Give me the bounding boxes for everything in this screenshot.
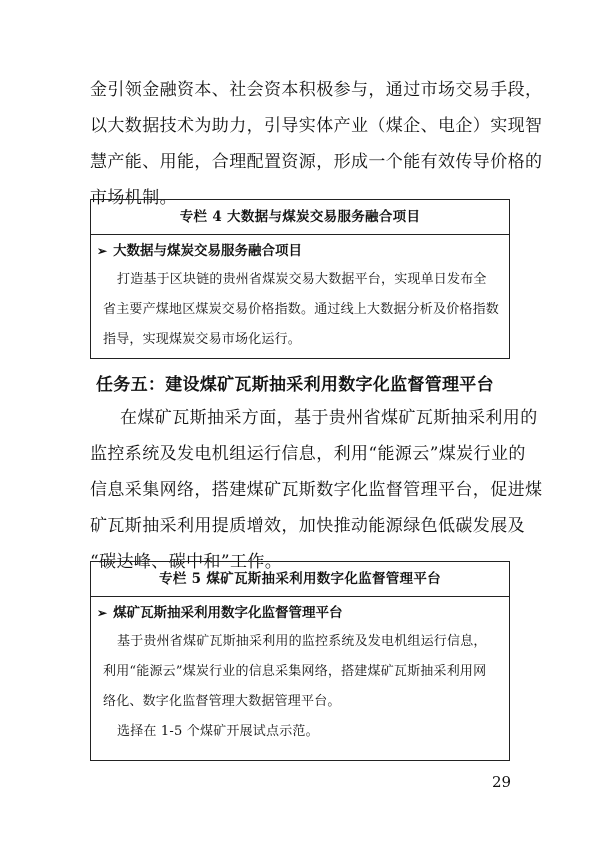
body-line: 打造基于区块链的贵州省煤炭交易大数据平台，实现单日发布全 [117, 272, 487, 287]
column-box-subtitle-text: 煤矿瓦斯抽采利用数字化监督管理平台 [113, 605, 343, 621]
arrow-bullet-icon: ➢ [97, 244, 108, 258]
paragraph-line: 监控系统及发电机组运行信息，利用“能源云”煤炭行业的 [90, 444, 526, 464]
column-box-subtitle-text: 大数据与煤炭交易服务融合项目 [113, 243, 303, 259]
paragraph-line: 矿瓦斯抽采利用提质增效，加快推动能源绿色低碳发展及 [90, 516, 525, 536]
paragraph-line: 信息采集网络，搭建煤矿瓦斯数字化监督管理平台，促进煤 [90, 480, 543, 500]
column-box-body [91, 627, 509, 747]
column-box-body [91, 265, 509, 355]
page-number: 29 [492, 773, 512, 791]
paragraph-intro [90, 72, 543, 216]
section-heading: 任务五：建设煤矿瓦斯抽采利用数字化监督管理平台 [96, 375, 494, 395]
body-line: 利用“能源云”煤炭行业的信息采集网络，搭建煤矿瓦斯抽采利用网 [103, 664, 487, 679]
column-box-title: 专栏 4 大数据与煤炭交易服务融合项目 [91, 200, 509, 235]
paragraph-line: 市场机制。 [90, 188, 177, 208]
paragraph-line: “碳达峰、碳中和”工作。 [90, 552, 283, 572]
paragraph-line: 慧产能、用能，合理配置资源，形成一个能有效传导价格的 [90, 152, 543, 172]
column-box-title: 专栏 5 煤矿瓦斯抽采利用数字化监督管理平台 [91, 562, 509, 597]
body-line: 络化、数字化监督管理大数据管理平台。 [103, 694, 341, 709]
paragraph-task5 [90, 400, 543, 580]
column-box-subtitle [91, 237, 509, 265]
paragraph-line: 以大数据技术为助力，引导实体产业（煤企、电企）实现智 [90, 116, 543, 136]
body-line: 基于贵州省煤矿瓦斯抽采利用的监控系统及发电机组运行信息， [117, 634, 487, 649]
column-box-4 [90, 199, 510, 359]
paragraph-line: 金引领金融资本、社会资本积极参与，通过市场交易手段， [90, 80, 543, 100]
body-line: 省主要产煤地区煤炭交易价格指数。通过线上大数据分析及价格指数 [103, 302, 500, 317]
column-box-5 [90, 561, 510, 761]
column-box-subtitle [91, 599, 509, 627]
paragraph-line: 在煤矿瓦斯抽采方面，基于贵州省煤矿瓦斯抽采利用的 [120, 408, 538, 428]
body-line: 指导，实现煤炭交易市场化运行。 [103, 332, 302, 347]
arrow-bullet-icon: ➢ [97, 606, 108, 620]
body-line: 选择在 1-5 个煤矿开展试点示范。 [117, 724, 319, 739]
